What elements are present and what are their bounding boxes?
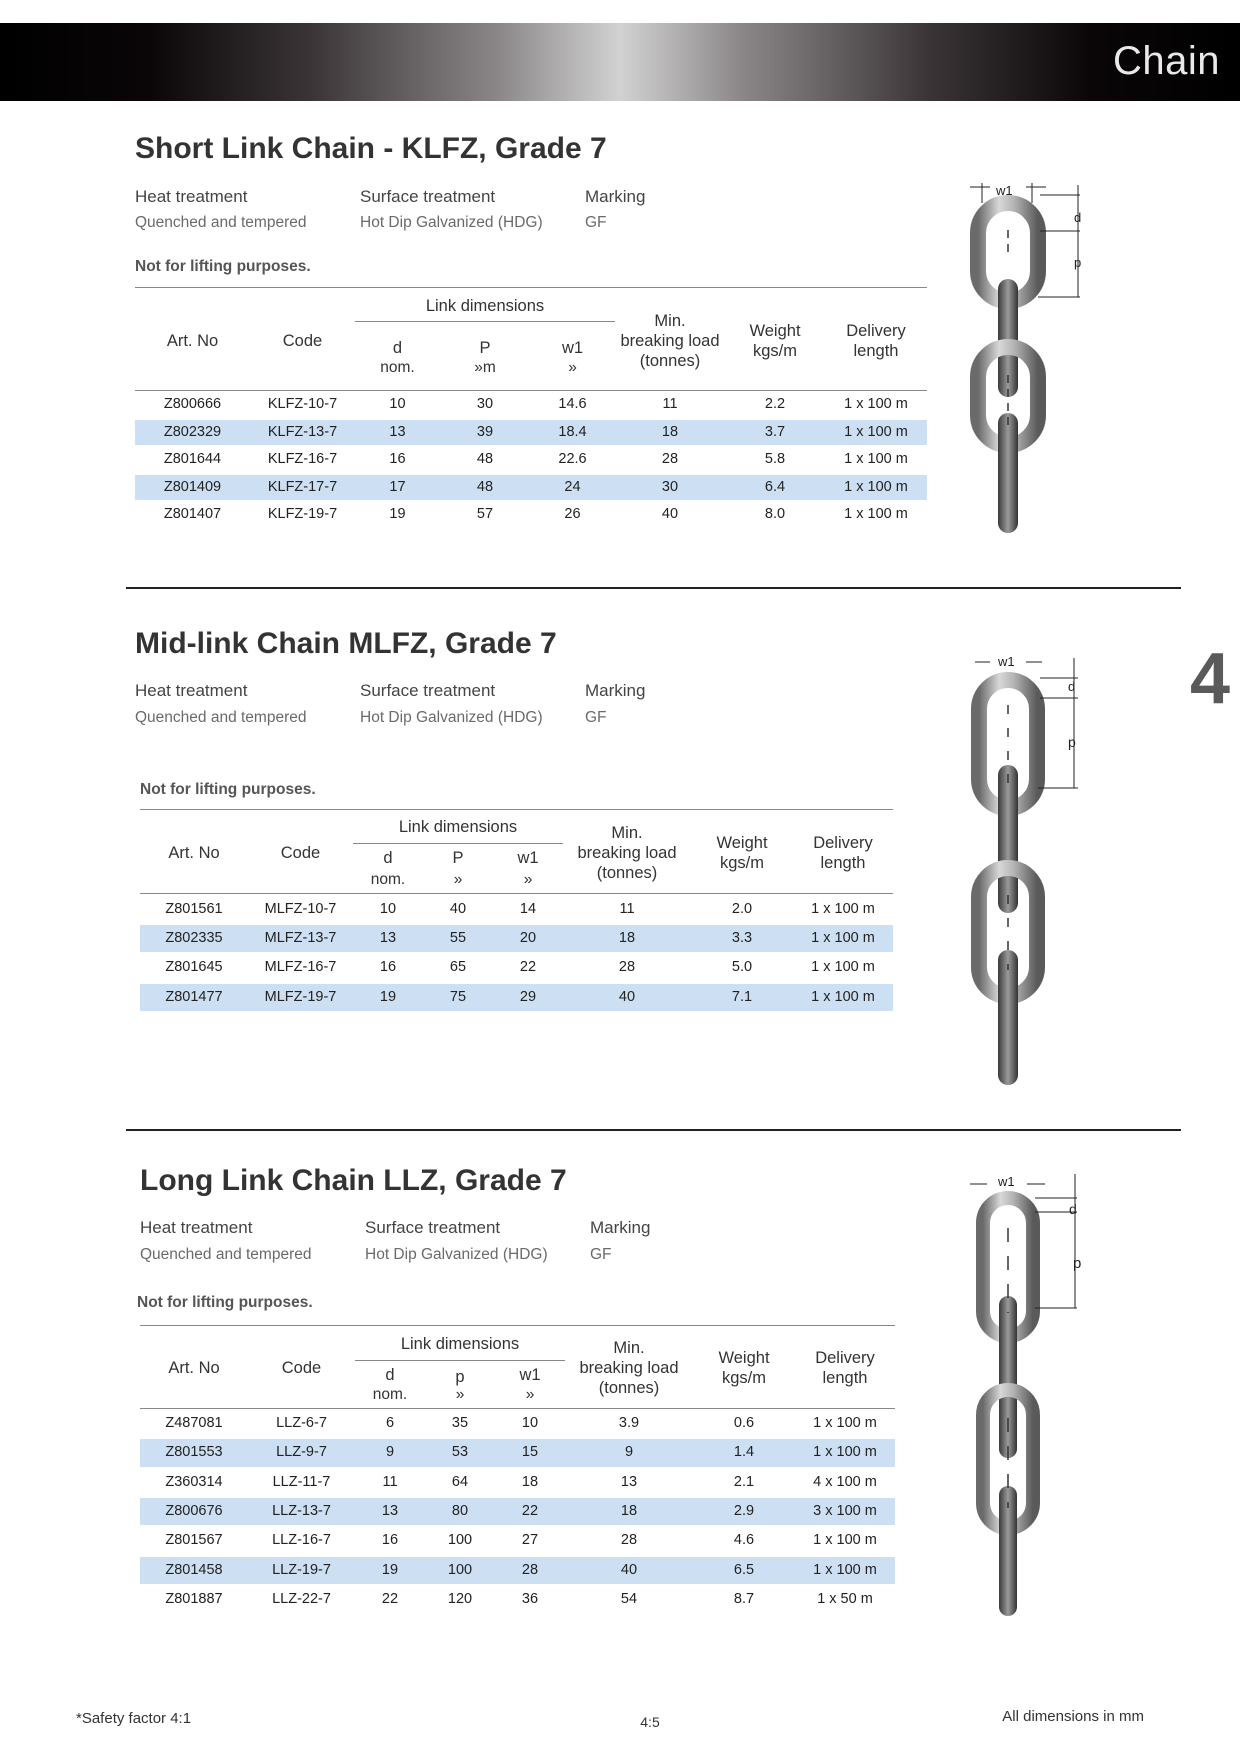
w1-label: w1 xyxy=(996,183,1013,198)
code-cell: LLZ-16-7 xyxy=(272,1532,331,1549)
p-unit-header: »m xyxy=(474,359,496,376)
min-header: Min. xyxy=(654,312,686,330)
p-cell: 57 xyxy=(476,506,494,522)
w1-cell: 22 xyxy=(519,959,537,976)
weight-cell: 7.1 xyxy=(731,988,753,1005)
p-label: p xyxy=(1074,255,1082,270)
w1-unit-header: » xyxy=(523,871,533,888)
mid-link-chain-diagram xyxy=(960,650,1090,1085)
weight-cell: 6.4 xyxy=(764,478,786,495)
length-header: length xyxy=(853,342,899,360)
table-row xyxy=(140,1586,895,1613)
breaking-load-cell: 40 xyxy=(620,1561,638,1578)
delivery-length-cell: 3 x 100 m xyxy=(813,1502,877,1519)
table-row xyxy=(140,954,893,981)
code-cell: KLFZ-19-7 xyxy=(267,506,338,522)
art-no-header: Art. No xyxy=(166,332,219,350)
w1-cell: 14.6 xyxy=(558,396,587,412)
table-row xyxy=(135,420,927,446)
p-cell: 120 xyxy=(447,1590,473,1607)
w1-cell: 29 xyxy=(519,988,537,1005)
tonnes-header: (tonnes) xyxy=(598,1379,660,1397)
art-no-header: Art. No xyxy=(168,844,220,862)
breaking-load-cell: 3.9 xyxy=(618,1415,640,1431)
marking-value: GF xyxy=(590,1246,612,1263)
chapter-header-bar xyxy=(0,23,1240,101)
breaking-load-cell: 28 xyxy=(661,451,679,467)
delivery-length-cell: 1 x 100 m xyxy=(811,959,875,976)
table-header-rule xyxy=(135,390,927,391)
p-cell: 65 xyxy=(449,959,467,976)
p-cell: 75 xyxy=(449,988,467,1005)
code-cell: KLFZ-13-7 xyxy=(267,423,338,440)
d-cell: 10 xyxy=(379,901,397,917)
p-label: p xyxy=(1068,734,1076,750)
w1-unit-header: » xyxy=(568,359,577,376)
section-title: Long Link Chain LLZ, Grade 7 xyxy=(140,1164,567,1197)
kgs-m-header: kgs/m xyxy=(721,1369,766,1387)
d-cell: 16 xyxy=(379,959,397,976)
heat-treatment-value: Quenched and tempered xyxy=(140,1246,312,1263)
code-cell: KLFZ-17-7 xyxy=(267,478,338,495)
breaking-load-cell: 30 xyxy=(661,478,679,495)
delivery-length-cell: 1 x 100 m xyxy=(811,901,875,917)
breaking-load-cell: 18 xyxy=(618,930,636,947)
d-label: d xyxy=(1069,1201,1077,1217)
d-cell: 16 xyxy=(381,1532,399,1549)
w1-header: w1 xyxy=(519,1366,541,1384)
delivery-length-cell: 1 x 100 m xyxy=(813,1444,877,1461)
kgs-m-header: kgs/m xyxy=(719,854,764,872)
code-cell: MLFZ-10-7 xyxy=(264,901,337,917)
art-no-cell: Z801644 xyxy=(163,451,222,467)
short-link-chain-diagram xyxy=(960,175,1090,535)
d-cell: 17 xyxy=(389,478,406,495)
d-cell: 19 xyxy=(389,506,406,522)
code-cell: LLZ-19-7 xyxy=(272,1561,331,1578)
code-cell: LLZ-9-7 xyxy=(276,1444,327,1461)
code-cell: MLFZ-19-7 xyxy=(264,988,337,1005)
section-divider xyxy=(126,1129,1181,1131)
breaking-load-cell: 28 xyxy=(620,1532,638,1549)
art-no-cell: Z801458 xyxy=(165,1561,223,1578)
d-header: d xyxy=(392,339,403,357)
w1-header: w1 xyxy=(517,849,539,867)
table-row xyxy=(140,896,893,923)
weight-cell: 4.6 xyxy=(733,1532,755,1549)
delivery-length-cell: 1 x 100 m xyxy=(811,988,875,1005)
surface-treatment-label: Surface treatment xyxy=(360,681,496,700)
table-row xyxy=(140,984,893,1011)
weight-cell: 6.5 xyxy=(733,1561,755,1578)
w1-cell: 27 xyxy=(521,1532,539,1549)
p-cell: 80 xyxy=(451,1502,469,1519)
weight-cell: 2.2 xyxy=(764,396,786,412)
kgs-m-header: kgs/m xyxy=(752,342,797,360)
weight-header: Weight xyxy=(716,834,768,852)
d-cell: 22 xyxy=(381,1590,399,1607)
code-cell: MLFZ-13-7 xyxy=(264,930,337,947)
lifting-note: Not for lifting purposes. xyxy=(137,1294,313,1311)
art-no-header: Art. No xyxy=(168,1359,220,1377)
p-header: p xyxy=(455,1368,465,1386)
w1-cell: 26 xyxy=(564,506,581,522)
delivery-length-cell: 1 x 100 m xyxy=(813,1532,877,1549)
delivery-length-cell: 1 x 100 m xyxy=(844,396,908,412)
heat-treatment-value: Quenched and tempered xyxy=(135,214,307,231)
d-label: d xyxy=(1068,679,1076,694)
surface-treatment-value: Hot Dip Galvanized (HDG) xyxy=(360,214,543,231)
heat-treatment-label: Heat treatment xyxy=(135,681,248,700)
breaking-load-cell: 40 xyxy=(618,988,636,1005)
tonnes-header: (tonnes) xyxy=(596,864,658,882)
art-no-cell: Z801409 xyxy=(163,478,222,495)
w1-unit-header: » xyxy=(525,1386,535,1403)
chapter-number: 4 xyxy=(1190,639,1231,719)
lifting-note: Not for lifting purposes. xyxy=(135,258,311,275)
delivery-length-cell: 1 x 100 m xyxy=(844,451,908,467)
code-cell: MLFZ-16-7 xyxy=(264,959,337,976)
table-header-rule xyxy=(140,893,893,894)
art-no-cell: Z801407 xyxy=(163,506,222,522)
p-cell: 35 xyxy=(451,1415,469,1431)
d-cell: 16 xyxy=(389,451,406,467)
link-dimensions-header: Link dimensions xyxy=(398,818,518,836)
w1-label: w1 xyxy=(998,654,1015,669)
d-header: d xyxy=(385,1366,395,1384)
marking-value: GF xyxy=(585,709,607,726)
art-no-cell: Z801477 xyxy=(165,988,223,1005)
code-cell: LLZ-6-7 xyxy=(276,1415,327,1431)
p-cell: 64 xyxy=(451,1473,469,1490)
delivery-length-cell: 1 x 100 m xyxy=(813,1415,877,1431)
art-no-cell: Z487081 xyxy=(165,1415,223,1431)
breaking-load-cell: 9 xyxy=(624,1444,634,1461)
breaking-load-cell: 11 xyxy=(619,901,635,917)
p-unit-header: » xyxy=(453,871,463,888)
weight-header: Weight xyxy=(749,322,801,340)
delivery-length-cell: 4 x 100 m xyxy=(813,1473,877,1490)
weight-cell: 2.9 xyxy=(733,1502,755,1519)
weight-cell: 8.7 xyxy=(733,1590,755,1607)
heat-treatment-label: Heat treatment xyxy=(140,1218,253,1237)
d-nom-header: nom. xyxy=(370,871,406,888)
table-header-rule xyxy=(140,1408,895,1409)
d-cell: 19 xyxy=(381,1561,399,1578)
min-header: Min. xyxy=(611,824,643,842)
art-no-cell: Z802329 xyxy=(163,423,222,440)
table-row xyxy=(140,1527,895,1554)
breaking-load-cell: 40 xyxy=(661,506,679,522)
marking-label: Marking xyxy=(585,187,646,206)
art-no-cell: Z800666 xyxy=(163,396,222,412)
d-cell: 11 xyxy=(382,1473,398,1490)
p-cell: 53 xyxy=(451,1444,469,1461)
p-cell: 40 xyxy=(449,901,467,917)
surface-treatment-label: Surface treatment xyxy=(365,1218,501,1237)
art-no-cell: Z801567 xyxy=(165,1532,223,1549)
breaking-load-header: breaking load xyxy=(620,332,720,350)
w1-cell: 24 xyxy=(564,478,581,495)
delivery-length-cell: 1 x 100 m xyxy=(844,423,908,440)
weight-cell: 1.4 xyxy=(733,1444,755,1461)
code-header: Code xyxy=(282,332,323,350)
table-top-rule xyxy=(135,287,927,288)
footer-units-note: All dimensions in mm xyxy=(1002,1708,1144,1725)
weight-cell: 0.6 xyxy=(733,1415,755,1431)
delivery-length-cell: 1 x 50 m xyxy=(817,1590,873,1607)
table-top-rule xyxy=(140,1325,895,1326)
code-cell: KLFZ-10-7 xyxy=(267,396,338,412)
d-nom-header: nom. xyxy=(380,359,415,376)
p-cell: 48 xyxy=(476,451,494,467)
breaking-load-cell: 54 xyxy=(620,1590,638,1607)
art-no-cell: Z801645 xyxy=(165,959,223,976)
art-no-cell: Z801887 xyxy=(165,1590,223,1607)
table-row xyxy=(135,502,927,528)
code-header: Code xyxy=(281,1359,322,1377)
art-no-cell: Z801561 xyxy=(165,901,223,917)
table-row xyxy=(140,1498,895,1525)
footer-safety-factor: *Safety factor 4:1 xyxy=(76,1710,192,1727)
d-cell: 13 xyxy=(381,1502,399,1519)
weight-cell: 5.0 xyxy=(731,959,753,976)
min-header: Min. xyxy=(613,1339,645,1357)
breaking-load-cell: 18 xyxy=(661,423,679,440)
delivery-length-cell: 1 x 100 m xyxy=(844,478,908,495)
delivery-length-cell: 1 x 100 m xyxy=(811,930,875,947)
lifting-note: Not for lifting purposes. xyxy=(140,781,316,798)
w1-cell: 18 xyxy=(521,1473,539,1490)
p-cell: 39 xyxy=(476,423,494,440)
weight-header: Weight xyxy=(718,1349,770,1367)
table-row xyxy=(140,925,893,952)
delivery-length-cell: 1 x 100 m xyxy=(813,1561,877,1578)
code-cell: LLZ-22-7 xyxy=(272,1590,331,1607)
w1-cell: 20 xyxy=(519,930,537,947)
marking-label: Marking xyxy=(590,1218,651,1237)
surface-treatment-value: Hot Dip Galvanized (HDG) xyxy=(360,709,543,726)
p-cell: 100 xyxy=(447,1561,473,1578)
p-header: P xyxy=(479,339,491,357)
p-label: p xyxy=(1073,1255,1082,1272)
d-cell: 19 xyxy=(379,988,397,1005)
d-cell: 9 xyxy=(385,1444,395,1461)
code-cell: LLZ-11-7 xyxy=(272,1473,331,1490)
d-header: d xyxy=(383,849,393,867)
weight-cell: 5.8 xyxy=(764,451,786,467)
long-link-chain-diagram xyxy=(965,1168,1090,1618)
marking-label: Marking xyxy=(585,681,646,700)
w1-cell: 22 xyxy=(521,1502,539,1519)
table-row xyxy=(140,1469,895,1496)
d-cell: 6 xyxy=(385,1415,395,1431)
link-dimensions-header: Link dimensions xyxy=(425,297,545,315)
d-cell: 10 xyxy=(389,396,406,412)
footer-page-number: 4:5 xyxy=(640,1714,660,1730)
tonnes-header: (tonnes) xyxy=(639,352,701,370)
link-dimensions-header: Link dimensions xyxy=(400,1335,520,1353)
breaking-load-cell: 11 xyxy=(662,396,678,412)
section-divider xyxy=(126,587,1181,589)
weight-cell: 3.3 xyxy=(731,930,753,947)
surface-treatment-value: Hot Dip Galvanized (HDG) xyxy=(365,1246,548,1263)
p-cell: 48 xyxy=(476,478,494,495)
table-row xyxy=(135,475,927,501)
surface-treatment-label: Surface treatment xyxy=(360,187,496,206)
breaking-load-header: breaking load xyxy=(577,844,677,862)
w1-cell: 14 xyxy=(519,901,537,917)
table-row xyxy=(135,447,927,473)
section-title: Short Link Chain - KLFZ, Grade 7 xyxy=(135,132,607,165)
heat-treatment-label: Heat treatment xyxy=(135,187,248,206)
table-top-rule xyxy=(140,809,893,810)
delivery-header: Delivery xyxy=(815,1349,875,1367)
p-cell: 100 xyxy=(447,1532,473,1549)
breaking-load-cell: 28 xyxy=(618,959,636,976)
delivery-header: Delivery xyxy=(813,834,873,852)
p-cell: 55 xyxy=(449,930,467,947)
w1-cell: 22.6 xyxy=(558,451,587,467)
chapter-title: Chain xyxy=(1112,39,1220,83)
breaking-load-cell: 18 xyxy=(620,1502,638,1519)
code-cell: LLZ-13-7 xyxy=(272,1502,331,1519)
d-label: d xyxy=(1074,210,1082,225)
link-dimensions-rule xyxy=(355,1360,565,1361)
w1-cell: 15 xyxy=(521,1444,539,1461)
code-header: Code xyxy=(280,844,321,862)
table-row xyxy=(135,392,927,418)
marking-value: GF xyxy=(585,214,607,231)
code-cell: KLFZ-16-7 xyxy=(267,451,338,467)
delivery-length-cell: 1 x 100 m xyxy=(844,506,908,522)
weight-cell: 2.1 xyxy=(733,1473,755,1490)
table-row xyxy=(140,1557,895,1584)
w1-cell: 36 xyxy=(521,1590,539,1607)
w1-cell: 18.4 xyxy=(558,423,587,440)
art-no-cell: Z801553 xyxy=(165,1444,223,1461)
length-header: length xyxy=(820,854,866,872)
weight-cell: 2.0 xyxy=(731,901,753,917)
p-header: P xyxy=(452,849,464,867)
p-unit-header: » xyxy=(455,1386,465,1403)
art-no-cell: Z360314 xyxy=(165,1473,223,1490)
breaking-load-cell: 13 xyxy=(620,1473,638,1490)
w1-header: w1 xyxy=(561,339,584,357)
w1-cell: 10 xyxy=(521,1415,539,1431)
weight-cell: 3.7 xyxy=(764,423,786,440)
link-dimensions-rule xyxy=(355,321,615,322)
w1-label: w1 xyxy=(998,1174,1015,1189)
art-no-cell: Z802335 xyxy=(165,930,223,947)
table-row xyxy=(140,1410,895,1437)
art-no-cell: Z800676 xyxy=(165,1502,223,1519)
length-header: length xyxy=(822,1369,868,1387)
heat-treatment-value: Quenched and tempered xyxy=(135,709,307,726)
link-dimensions-rule xyxy=(353,843,563,844)
section-title: Mid-link Chain MLFZ, Grade 7 xyxy=(135,627,557,660)
d-cell: 13 xyxy=(389,423,406,440)
delivery-header: Delivery xyxy=(846,322,906,340)
breaking-load-header: breaking load xyxy=(579,1359,679,1377)
p-cell: 30 xyxy=(476,396,494,412)
table-row xyxy=(140,1439,895,1466)
d-nom-header: nom. xyxy=(372,1386,408,1403)
d-cell: 13 xyxy=(379,930,397,947)
weight-cell: 8.0 xyxy=(764,506,786,522)
w1-cell: 28 xyxy=(521,1561,539,1578)
